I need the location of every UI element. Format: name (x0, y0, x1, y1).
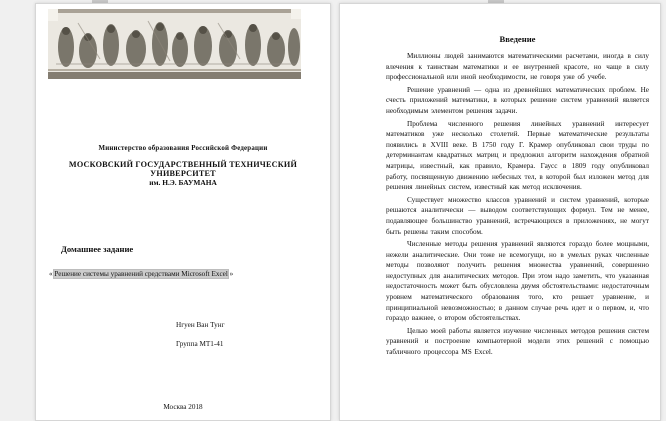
named-after-line: им. Н.Э. БАУМАНА (149, 178, 217, 187)
work-title-line (49, 270, 233, 278)
title-page[interactable] (35, 3, 331, 421)
quote-open: « (49, 270, 55, 278)
intro-paragraph: Проблема численного решения линейных уравнений интересует математиков уже несколько столетий. Первые математические результаты появились в XVIII веке. В 1750 году Г. Крамер опубликовал свои труды по детерминантам квадратных матриц и предложил алгоритм нахождения обратной матрицы, известный, как правило, Крамера. Гаусс в 1809 году опубликовал работу, посвященную движению небесных тел, в которой был изложен метод для решения линейных систем, известный как метод исключения. (386, 119, 649, 192)
intro-paragraph: Решение уравнений — одна из древнейших математических проблем. Не счесть приложений математики, в которых решение систем уравнений является необходимым элементом решения задачи. (386, 85, 649, 115)
quote-close: » (227, 270, 234, 278)
ministry-line: Министерство образования Российской Федерации (98, 145, 268, 152)
city-year-line: Москва 2018 (163, 403, 203, 411)
intro-paragraph: Целью моей работы является изучение численных методов решения систем уравнений и построение компьютерной модели этих решений с помощью табличного процессора MS Excel. (386, 326, 649, 357)
assignment-label: Домашнее задание (61, 244, 134, 254)
intro-paragraph: Численные методы решения уравнений являются гораздо более мощными, нежели аналитические. Они тоже не всемогущи, но в умелых руках численные методы позволяют получить решения множества уравнений, совершенно недоступных для аналитических методов. При этом надо заметить, что указанная недостаточность может быть обусловлена двумя обстоятельствами: недостаточным уровнем математического образования того, кто решает уравнение, и принципиальной невозможностью; в данном случае речь идет и о первом, и, что гораздо важнее, о втором обстоятельствах. (386, 240, 649, 323)
bauman-banner-image (48, 9, 301, 79)
introduction-text-block (340, 4, 660, 420)
intro-paragraph: Миллионы людей занимаются математическими расчетами, иногда в силу влечения к таинствам математики и ее внутренней красоте, но чаще в силу профессиональной или иной необходимости, не говоря уже об учебе. (386, 52, 649, 82)
introduction-heading: Введение (499, 34, 536, 44)
introduction-page[interactable] (339, 3, 661, 421)
author-name: Нгуен Ван Тунг (176, 321, 225, 329)
university-name: МОСКОВСКИЙ ГОСУДАРСТВЕННЫЙ ТЕХНИЧЕСКИЙ УНИВЕРСИТЕТ (68, 160, 298, 178)
group-number: Группа МТ1-41 (176, 340, 224, 348)
intro-paragraph: Существует множество классов уравнений и систем уравнений, которые решаются аналитически — выводом соответствующих формул. Тем не менее, подавляющее большинство уравнений, встречающихся в приложениях, не могут быть решены таким способом. (386, 195, 649, 236)
work-title-highlighted[interactable]: Решение системы уравнений средствами Microsoft Excel (54, 270, 228, 278)
